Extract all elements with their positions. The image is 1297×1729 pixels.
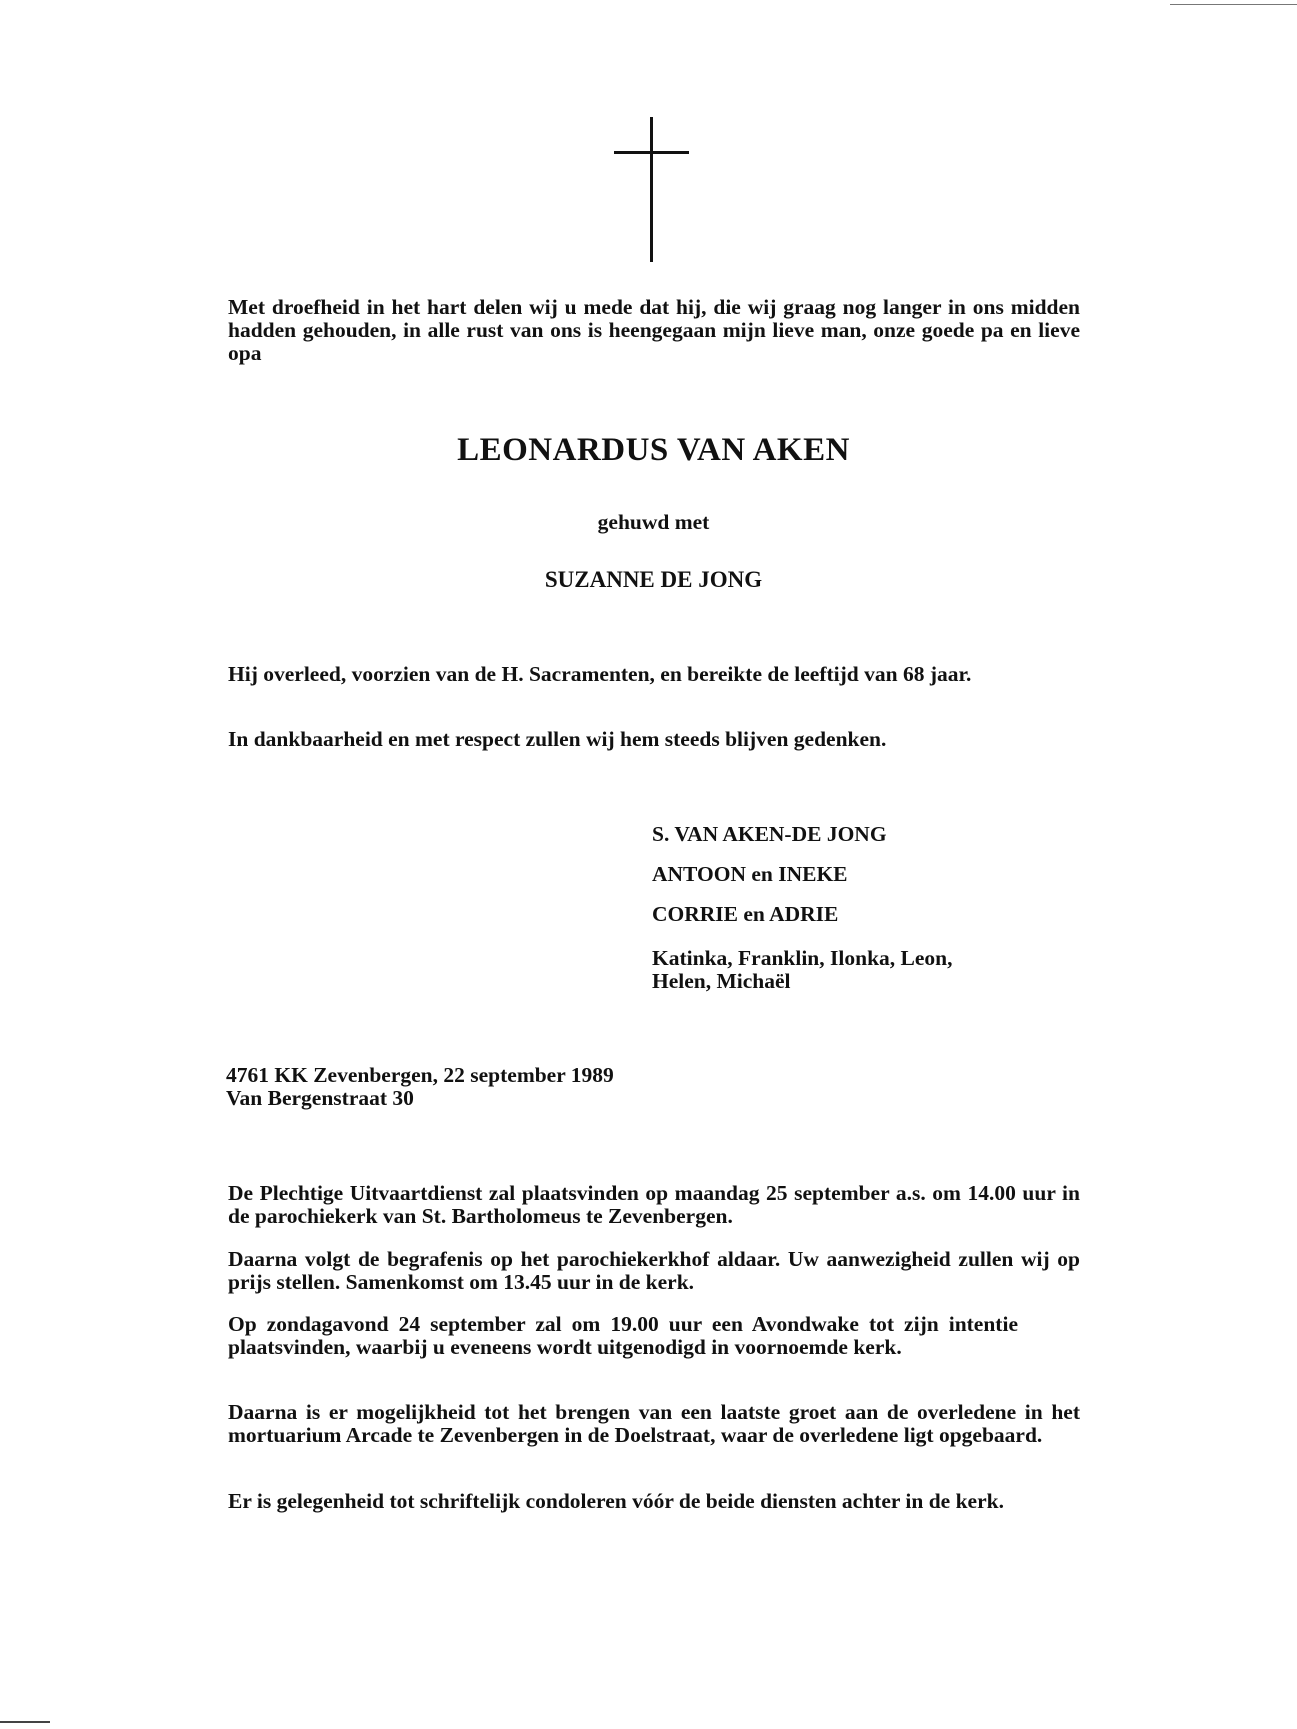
death-paragraph — [228, 663, 1008, 686]
address-line-1: 4761 KK Zevenbergen, 22 september 1989 — [226, 1063, 614, 1087]
intro-paragraph — [228, 296, 1080, 365]
signer-grandchildren-line2: Helen, Michaël — [652, 969, 791, 993]
death-text: Hij overleed, voorzien van de H. Sacramenten, en bereikte de leeftijd van 68 jaar. — [228, 662, 972, 686]
funeral-paragraph-3 — [228, 1313, 1018, 1359]
funeral-paragraph-5 — [228, 1490, 1038, 1513]
spouse-name: SUZANNE DE JONG — [544, 567, 763, 592]
funeral-paragraph-4 — [228, 1401, 1080, 1447]
deceased-name: LEONARDUS VAN AKEN — [457, 432, 850, 468]
funeral-text-3: Op zondagavond 24 september zal om 19.00 uur een Avondwake tot zijn intentie plaatsvinden, waarbij u eveneens wordt uitgenodigd in voornoemde kerk. — [228, 1312, 1018, 1359]
funeral-text-4: Daarna is er mogelijkheid tot het brengen van een laatste groet aan de overledene in het mortuarium Arcade te Zevenbergen in de Doelstraat, waar de overledene ligt opgebaard. — [228, 1400, 1080, 1447]
married-label: gehuwd met — [597, 510, 710, 534]
funeral-text-5: Er is gelegenheid tot schriftelijk condoleren vóór de beide diensten achter in de kerk. — [228, 1489, 1004, 1513]
scan-edge-line-bottom — [0, 1721, 50, 1723]
signer-children-1: ANTOON en INEKE — [652, 862, 848, 886]
signer-children-2: CORRIE en ADRIE — [652, 902, 839, 926]
funeral-text-2: Daarna volgt de begrafenis op het parochiekerkhof aldaar. Uw aanwezigheid zullen wij op prijs stellen. Samenkomst om 13.45 uur in de kerk. — [228, 1247, 1080, 1294]
address-line-2: Van Bergenstraat 30 — [226, 1086, 414, 1110]
intro-text: Met droefheid in het hart delen wij u mede dat hij, die wij graag nog langer in ons midden hadden gehouden, in alle rust van ons is heengegaan mijn lieve man, onze goede pa en lieve opa — [228, 295, 1080, 365]
cross-vertical-bar — [650, 117, 653, 262]
gratitude-paragraph — [228, 728, 1080, 751]
gratitude-text: In dankbaarheid en met respect zullen wij hem steeds blijven gedenken. — [228, 727, 887, 751]
funeral-paragraph-2 — [228, 1248, 1080, 1294]
scan-edge-line-top — [1170, 4, 1297, 5]
funeral-text-1: De Plechtige Uitvaartdienst zal plaatsvinden op maandag 25 september a.s. om 14.00 uur in de parochiekerk van St. Bartholomeus te Zevenbergen. — [228, 1181, 1080, 1228]
cross-horizontal-bar — [614, 151, 689, 154]
signer-widow: S. VAN AKEN-DE JONG — [652, 822, 887, 846]
signer-grandchildren-line1: Katinka, Franklin, Ilonka, Leon, — [652, 946, 953, 970]
funeral-paragraph-1 — [228, 1182, 1080, 1228]
